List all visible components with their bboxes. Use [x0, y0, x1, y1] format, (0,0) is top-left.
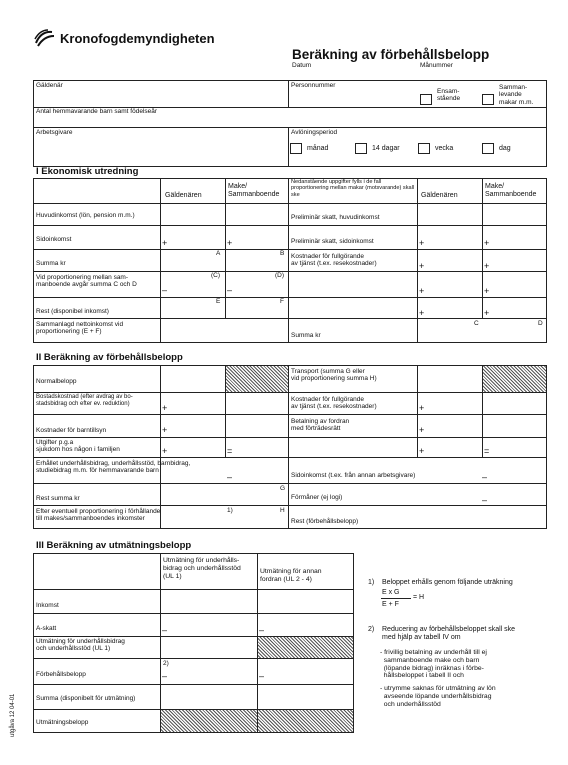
row-proportioned: Efter eventuell proportionering i förhållande till makes/sammanboendes inkomster — [36, 508, 161, 523]
marker-d: (D) — [275, 272, 285, 279]
minus-sign: – — [259, 625, 265, 635]
plus-sign: + — [227, 238, 233, 248]
plus-sign: + — [162, 403, 168, 413]
plus-sign: + — [419, 238, 425, 248]
note-1-label: 1) — [368, 579, 375, 586]
equals-sign: = — [227, 446, 233, 456]
cohabiting-label: Samman- levande makar m.m. — [499, 84, 534, 106]
hatched-cell — [258, 636, 353, 658]
row-priority-claim: Betalning av fordran med förträdesrätt — [291, 418, 350, 433]
weekly-label: vecka — [435, 145, 454, 152]
daily-checkbox[interactable] — [482, 143, 494, 154]
minus-sign: – — [259, 671, 265, 681]
note-2-label: 2) — [368, 626, 375, 633]
debtor-field[interactable] — [36, 90, 286, 105]
plus-sign: + — [162, 238, 168, 248]
marker-c: (C) — [211, 272, 221, 279]
fraction-bar — [381, 598, 411, 599]
hatched-cell — [483, 366, 546, 392]
hatched-cell — [258, 709, 353, 732]
debtor-label: Gäldenär — [36, 82, 63, 89]
plus-sign: + — [419, 261, 425, 271]
marker-c2: C — [474, 320, 479, 327]
footnote-ref-2: 2) — [163, 660, 169, 667]
row-proportion: Vid proportionering mellan sam- manboende avgår summa C och D — [36, 274, 137, 289]
plus-sign: + — [419, 308, 425, 318]
monthly-checkbox[interactable] — [290, 143, 302, 154]
row-prelim-tax-main: Preliminär skatt, huvudinkomst — [291, 214, 380, 221]
minus-sign: – — [482, 495, 488, 505]
employer-field[interactable] — [36, 137, 286, 165]
plus-sign: + — [419, 425, 425, 435]
brand-name: Kronofogdemyndigheten — [60, 31, 215, 46]
row-rest: Rest (disponibel inkomst) — [36, 308, 109, 315]
note-1-text: Beloppet erhålls genom följande uträkning — [382, 579, 513, 586]
col-ul2: Utmätning för annan fordran (UL 2 - 4) — [260, 568, 322, 583]
note-2-bullet-1: - frivillig betalning av underhåll till ej sammanboende make och barn (löpande bidrag) inräknas i förbe- hållsbeloppet i tabell II och — [380, 649, 487, 680]
col-spouse: Make/ Sammanboende — [228, 183, 280, 199]
row-reserved: Förbehållsbelopp — [36, 671, 86, 678]
date-label: Datum — [292, 62, 312, 69]
plus-sign: + — [484, 308, 490, 318]
edition-code: utgåva 12 04-01 — [10, 693, 16, 737]
row-norm-amount: Normalbelopp — [36, 378, 77, 385]
hatched-cell — [161, 709, 257, 732]
personal-number-label: Personnummer — [291, 82, 336, 89]
weekly-checkbox[interactable] — [418, 143, 430, 154]
row-side-income: Sidoinkomst — [36, 236, 72, 243]
marker-h: H — [280, 507, 285, 514]
proportion-note: Nedanstående uppgifter fylls i de fall proportionering mellan makar (motsvarande) skall ske — [291, 179, 415, 198]
children-label: Antal hemmavarande barn samt födelseår — [36, 108, 158, 115]
plus-sign: + — [162, 425, 168, 435]
section-3-title: III Beräkning av utmätningsbelopp — [36, 540, 192, 551]
children-field[interactable] — [36, 116, 541, 126]
col-debtor-2: Gäldenären — [421, 192, 458, 199]
col-spouse-2: Make/ Sammanboende — [485, 183, 537, 199]
single-checkbox[interactable] — [420, 94, 432, 105]
biweekly-label: 14 dagar — [372, 145, 400, 152]
cohabiting-checkbox[interactable] — [482, 94, 494, 105]
row-a-tax: A-skatt — [36, 625, 57, 632]
plus-sign: + — [484, 261, 490, 271]
row-side-income-2: Sidoinkomst (t.ex. från annan arbetsgivare) — [291, 472, 416, 479]
plus-sign: + — [419, 286, 425, 296]
note-2-bullet-2: - utrymme saknas för utmätning av lön avseende löpande underhållsbidrag och underhållsstöd — [380, 685, 496, 708]
row-income: Inkomst — [36, 602, 59, 609]
form-title: Beräkning av förbehållsbelopp — [292, 47, 490, 62]
minus-sign: – — [482, 472, 488, 482]
formula-numerator: E x G — [382, 589, 400, 596]
month-number-label: Månummer — [420, 62, 453, 69]
section-1-title: I Ekonomisk utredning — [36, 166, 139, 177]
minus-sign: – — [227, 285, 233, 295]
row-combined: Sammanlagd nettoinkomst vid proportionering (E + F) — [36, 321, 124, 336]
col-debtor: Gäldenären — [165, 192, 202, 199]
plus-sign: + — [162, 446, 168, 456]
marker-e: E — [216, 298, 221, 305]
formula-denominator: E + F — [382, 601, 399, 608]
marker-b: B — [280, 250, 285, 257]
equals-sign: = — [484, 446, 490, 456]
footnote-ref-1: 1) — [227, 507, 233, 514]
row-seizure-amount: Utmätningsbelopp — [36, 719, 89, 726]
note-2-text: Reducering av förbehållsbeloppet skall ske med hjälp av tabell IV om — [382, 626, 516, 642]
row-prelim-tax-side: Preliminär skatt, sidoinkomst — [291, 238, 374, 245]
row-job-costs: Kostnader för fullgörande av tjänst (t.ex. resekostnader) — [291, 253, 377, 268]
daily-label: dag — [499, 145, 511, 152]
logo-icon — [33, 29, 55, 47]
plus-sign: + — [484, 238, 490, 248]
row-rest-sum: Rest summa kr — [36, 495, 80, 502]
row-illness: Utgifter p.g.a sjukdom hos någon i familjen — [36, 439, 120, 454]
row-job-costs-2: Kostnader för fullgörande av tjänst (t.ex. resekostnader) — [291, 396, 377, 411]
row-main-income: Huvudinkomst (lön, pension m.m.) — [36, 212, 135, 219]
employer-label: Arbetsgivare — [36, 129, 73, 136]
row-sum-right: Summa kr — [291, 332, 321, 339]
row-available: Summa (disponibelt för utmätning) — [36, 695, 136, 702]
row-benefits: Förmåner (ej logi) — [291, 494, 343, 501]
minus-sign: – — [227, 472, 233, 482]
marker-f: F — [280, 298, 284, 305]
hatched-cell — [226, 366, 288, 392]
minus-sign: – — [162, 625, 168, 635]
row-transport: Transport (summa G eller vid proportionering summa H) — [291, 368, 377, 383]
formula-result: = H — [413, 594, 425, 601]
marker-g: G — [280, 485, 286, 492]
row-housing: Bostadskostnad (efter avdrag av bo- stadsbidrag och efter ev. reduktion) — [36, 394, 133, 407]
plus-sign: + — [419, 446, 425, 456]
minus-sign: – — [162, 671, 168, 681]
row-childcare: Kostnader för barntillsyn — [36, 427, 107, 434]
single-label: Ensam- stående — [437, 88, 461, 103]
marker-a: A — [216, 250, 221, 257]
plus-sign: + — [484, 286, 490, 296]
marker-d2: D — [538, 320, 543, 327]
row-reserved-amount: Rest (förbehållsbelopp) — [291, 518, 359, 525]
monthly-label: månad — [307, 145, 329, 152]
row-ul1-seizure: Utmätning för underhållsbidrag och underhållsstöd (UL 1) — [36, 638, 125, 653]
col-ul1: Utmätning för underhålls- bidrag och underhållsstöd (UL 1) — [163, 557, 241, 580]
row-sum: Summa kr — [36, 260, 66, 267]
section-2-title: II Beräkning av förbehållsbelopp — [36, 352, 183, 363]
biweekly-checkbox[interactable] — [355, 143, 367, 154]
row-child-support: Erhållet underhållsbidrag, underhållsstöd, barnbidrag, studiebidrag m.m. för hemmavarande barn — [36, 460, 191, 475]
personal-number-field[interactable] — [291, 90, 411, 105]
minus-sign: – — [162, 285, 168, 295]
plus-sign: + — [419, 403, 425, 413]
pay-period-label: Avlöningsperiod — [291, 129, 338, 136]
